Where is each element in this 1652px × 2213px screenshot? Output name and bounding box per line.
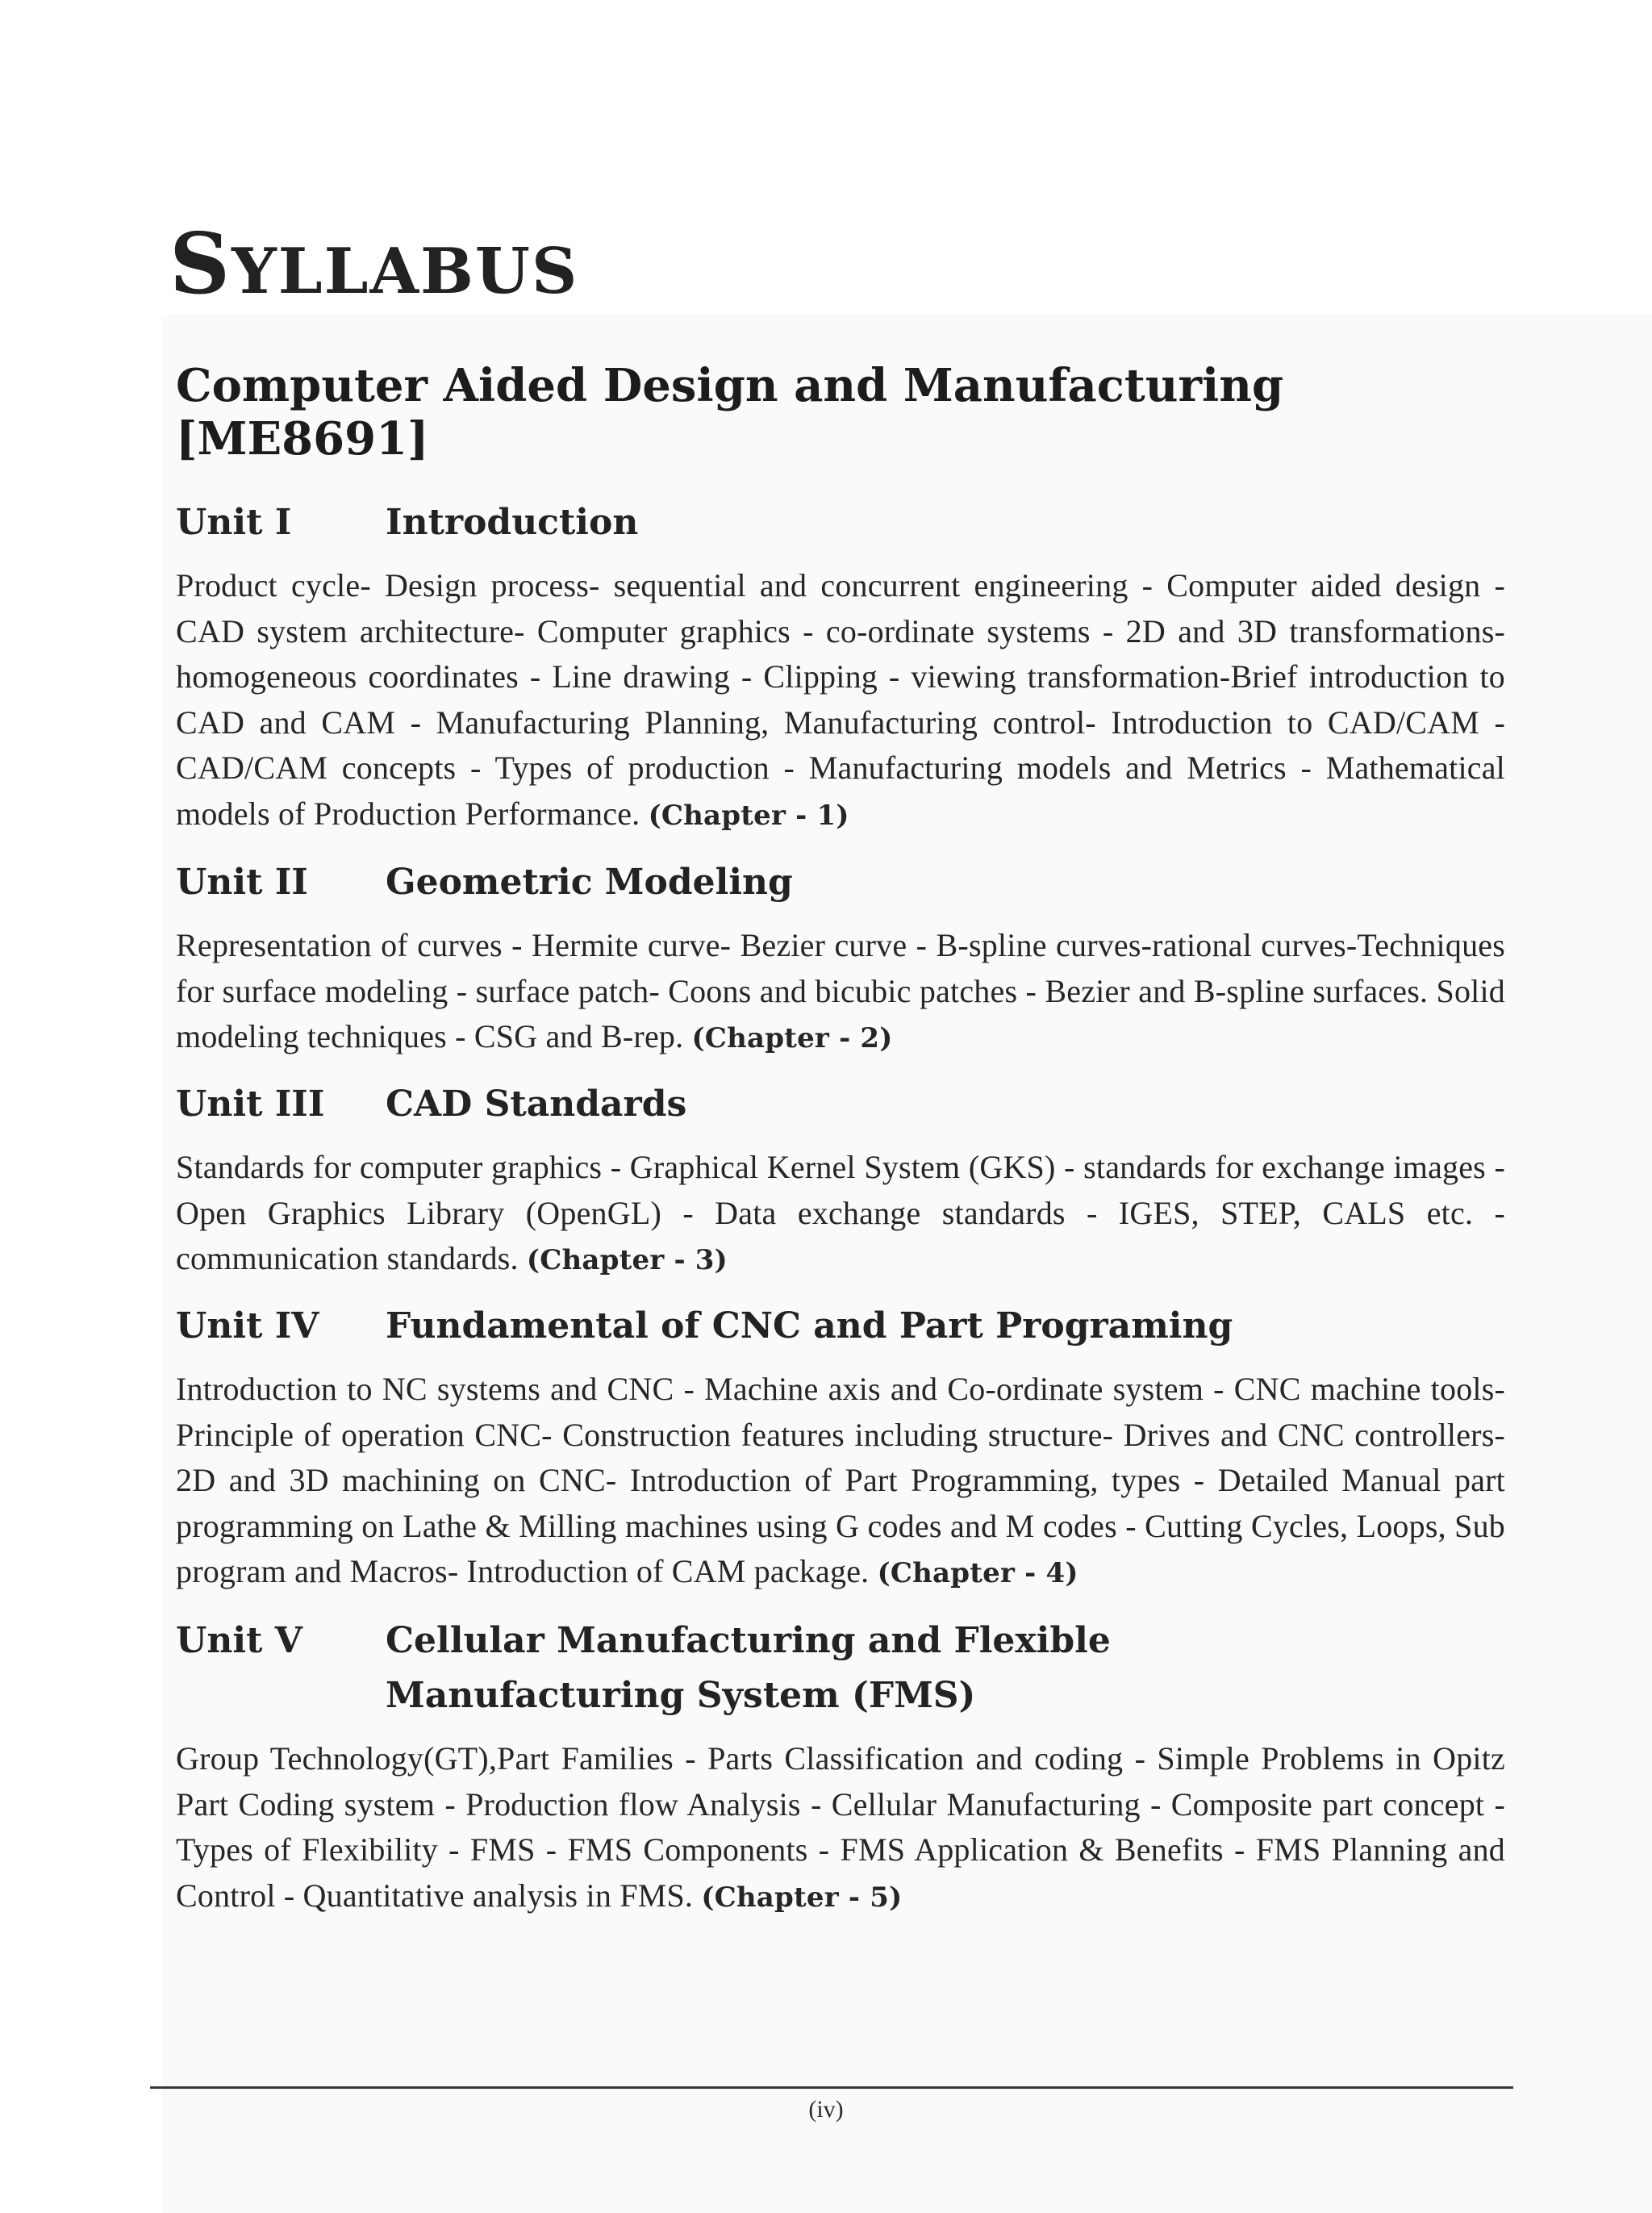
unit-heading <box>176 1304 1505 1349</box>
unit-number: Unit IV <box>176 1305 319 1347</box>
unit-title-line-2: Manufacturing System (FMS) <box>386 1675 976 1716</box>
footer-divider <box>150 2086 1513 2089</box>
title-initial: S <box>169 214 232 313</box>
unit-number: Unit II <box>176 862 308 903</box>
unit-heading <box>176 860 1505 905</box>
unit-title: Introduction <box>386 502 639 543</box>
unit-title <box>386 1618 1111 1718</box>
chapter-reference: (Chapter - 4) <box>877 1557 1078 1589</box>
unit-description <box>176 563 1505 838</box>
page-title <box>169 214 579 313</box>
unit-4-section <box>176 1304 1505 1597</box>
unit-2-section <box>176 860 1505 1062</box>
unit-title-line-1: Cellular Manufacturing and Flexible <box>386 1620 1111 1661</box>
chapter-reference: (Chapter - 1) <box>648 799 849 832</box>
unit-body-text: Group Technology(GT),Part Families - Parts Classification and coding - Simple Problems in Opitz Part Coding system - Production flow Analysis - Cellular Manufacturing - Composite part concept - Types of Flexibility - FMS - FMS Components - FMS Application & Benefits - FMS Planning and Control - Quantitative analysis in FMS. <box>176 1740 1505 1914</box>
chapter-reference: (Chapter - 3) <box>526 1244 728 1276</box>
unit-description <box>176 1736 1505 1920</box>
course-code: [ME8691] <box>176 412 429 466</box>
unit-number: Unit III <box>176 1084 325 1125</box>
unit-heading <box>176 1618 1505 1718</box>
unit-body-text: Representation of curves - Hermite curve- Bezier curve - B-spline curves-rational curves-Techniques for surface modeling - surface patch- Coons and bicubic patches - Bezier and B-spline surfaces. Solid modeling techniques - CSG and B-rep. <box>176 927 1505 1054</box>
unit-3-section <box>176 1082 1505 1284</box>
title-rest: YLLABUS <box>232 235 579 308</box>
chapter-reference: (Chapter - 2) <box>691 1022 893 1054</box>
unit-heading <box>176 500 1505 545</box>
chapter-reference: (Chapter - 5) <box>701 1881 903 1914</box>
unit-heading <box>176 1082 1505 1127</box>
unit-description <box>176 1367 1505 1597</box>
course-title <box>176 359 1499 466</box>
unit-description <box>176 1145 1505 1284</box>
unit-body-text: Introduction to NC systems and CNC - Machine axis and Co-ordinate system - CNC machine tools- Principle of operation CNC- Construction features including structure- Drives and CNC controllers- 2D and 3D machining on CNC- Introduction of Part Programming, types - Detailed Manual part programming on Lathe & Milling machines using G codes and M codes - Cutting Cycles, Loops, Sub program and Macros- Introduction of CAM package. <box>176 1371 1505 1589</box>
unit-number: Unit V <box>176 1620 302 1661</box>
unit-body-text: Standards for computer graphics - Graphical Kernel System (GKS) - standards for exchange images - Open Graphics Library (OpenGL) - Data exchange standards - IGES, STEP, CALS etc. - communication standards. <box>176 1149 1505 1276</box>
unit-1-section <box>176 500 1505 838</box>
unit-title: Geometric Modeling <box>386 862 793 903</box>
page-number: (iv) <box>808 2096 844 2123</box>
unit-description <box>176 923 1505 1062</box>
unit-number: Unit I <box>176 502 292 543</box>
unit-5-section <box>176 1618 1505 1920</box>
unit-title: CAD Standards <box>386 1084 687 1125</box>
unit-title: Fundamental of CNC and Part Programing <box>386 1305 1233 1347</box>
unit-body-text: Product cycle- Design process- sequential and concurrent engineering - Computer aided design - CAD system architecture- Computer graphics - co-ordinate systems - 2D and 3D transformations- homogeneous coordinates - Line drawing - Clipping - viewing transformation-Brief introduction to CAD and CAM - Manufacturing Planning, Manufacturing control- Introduction to CAD/CAM - CAD/CAM concepts - Types of production - Manufacturing models and Metrics - Mathematical models of Production Performance. <box>176 567 1505 832</box>
course-name: Computer Aided Design and Manufacturing <box>176 359 1284 412</box>
